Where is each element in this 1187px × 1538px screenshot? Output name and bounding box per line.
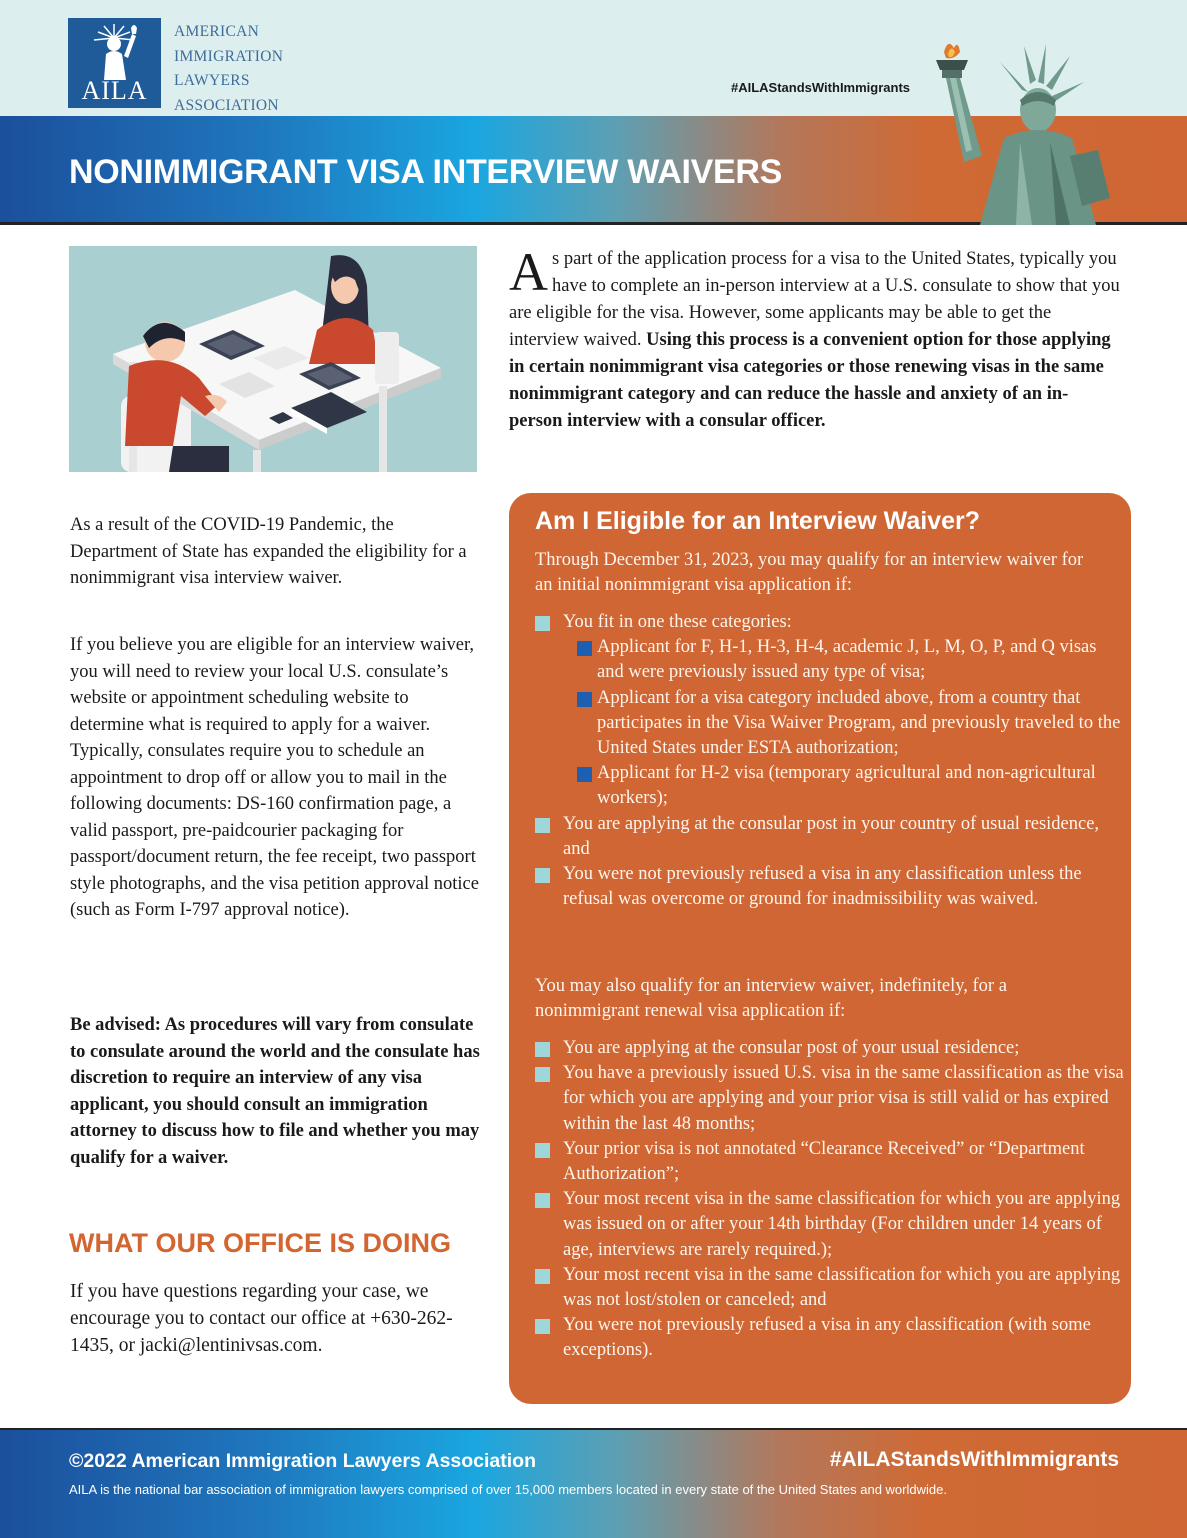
- list-item: You have a previously issued U.S. visa in the same classification as the visa for which you are applying and your prior visa is still valid or has expired within the last 48 months;: [535, 1061, 1125, 1137]
- page-title: NONIMMIGRANT VISA INTERVIEW WAIVERS: [69, 153, 782, 191]
- interview-illustration: [69, 246, 477, 472]
- list-item: You fit in one these categories:: [535, 610, 1125, 635]
- footer: [0, 1428, 1187, 1538]
- footer-hashtag: #AILAStandsWithImmigrants: [829, 1448, 1119, 1471]
- office-heading: WHAT OUR OFFICE IS DOING: [69, 1228, 451, 1258]
- renewal-intro: You may also qualify for an interview waiver, indefinitely, for a nonimmigrant renewal visa application if:: [535, 976, 1007, 1021]
- renewal-criteria-list: [535, 1036, 1125, 1364]
- list-item: You are applying at the consular post of your usual residence;: [535, 1036, 1125, 1061]
- list-subitem: Applicant for F, H-1, H-3, H-4, academic J, L, M, O, P, and Q visas and were previously issued any type of visa;: [535, 635, 1125, 685]
- eligibility-box: [509, 493, 1131, 1404]
- footer-copyright: ©2022 American Immigration Lawyers Association: [69, 1450, 537, 1472]
- covid-paragraph: [70, 512, 480, 592]
- statue-of-liberty-image: [920, 38, 1160, 225]
- drop-cap: A: [509, 242, 548, 302]
- list-item: You were not previously refused a visa in any classification unless the refusal was overcome or ground for inadmissibility was waived.: [535, 862, 1125, 912]
- list-item: Your prior visa is not annotated “Clearance Received” or “Department Authorization”;: [535, 1137, 1125, 1187]
- intro-bold-text: Using this process is a convenient option for those applying in certain nonimmigrant visa categories or those renewing visas in the same nonimmigrant category and can reduce the hassle and anxiety of an in-person interview with a consular officer.: [509, 330, 1111, 431]
- advisory-paragraph: [70, 1012, 480, 1171]
- office-contact-text: If you have questions regarding your case, we encourage you to contact our office at +630-262-1435, or jacki@lentinivsas.com.: [70, 1281, 453, 1356]
- eligibility-paragraph: [70, 632, 480, 924]
- eligibility-intro: Through December 31, 2023, you may qualify for an interview waiver for an initial nonimmigrant visa application if:: [535, 550, 1084, 595]
- covid-text: As a result of the COVID-19 Pandemic, the Department of State has expanded the eligibility for a nonimmigrant visa interview waiver.: [70, 515, 467, 588]
- logo-text: AILA: [81, 76, 148, 105]
- list-item: You were not previously refused a visa in any classification (with some exceptions).: [535, 1313, 1125, 1363]
- list-item: Your most recent visa in the same classification for which you are applying was not lost/stolen or canceled; and: [535, 1263, 1125, 1313]
- eligibility-title: Am I Eligible for an Interview Waiver?: [535, 507, 981, 535]
- organization-name: AMERICAN IMMIGRATION LAWYERS ASSOCIATION: [174, 23, 284, 114]
- header-hashtag: #AILAStandsWithImmigrants: [731, 80, 911, 95]
- list-subitem: Applicant for a visa category included above, from a country that participates in the Visa Waiver Program, and previously traveled to the United States under ESTA authorization;: [535, 686, 1125, 762]
- intro-paragraph: [509, 242, 1121, 435]
- statue-of-liberty-logo-icon: [68, 18, 161, 80]
- list-subitem: Applicant for H-2 visa (temporary agricultural and non-agricultural workers);: [535, 761, 1125, 811]
- aila-logo: [68, 18, 161, 108]
- list-item: Your most recent visa in the same classification for which you are applying was issued on or after your 14th birthday (For children under 14 years of age, interviews are rarely required.);: [535, 1187, 1125, 1263]
- list-item: You are applying at the consular post in your country of usual residence, and: [535, 812, 1125, 862]
- intro-text: s part of the application process for a visa to the United States, typically you have to complete an in-person interview at a U.S. consulate to show that you are eligible for the visa. However, some applicants may be able to get the interview waived.: [509, 249, 1120, 350]
- advisory-text: Be advised: As procedures will vary from consulate to consulate around the world and the consulate has discretion to require an interview of any visa applicant, you should consult an immigration attorney to discuss how to file and whether you may qualify for a waiver.: [70, 1015, 480, 1168]
- eligibility-text: If you believe you are eligible for an interview waiver, you will need to review your local U.S. consulate’s website or appointment scheduling website to determine what is required to apply for a waiver. Typically, consulates require you to schedule an appointment to drop off or allow you to mail in the following documents: DS-160 confirmation page, a valid passport, pre-paidcourier packaging for passport/document return, the fee receipt, two passport style photographs, and the visa petition approval notice (such as Form I-797 approval notice).: [70, 635, 479, 920]
- initial-criteria-list: [535, 610, 1125, 912]
- footer-description: AILA is the national bar association of immigration lawyers comprised of over 15,000 members located in every state of the United States and worldwide.: [69, 1482, 947, 1497]
- office-paragraph: [70, 1278, 480, 1359]
